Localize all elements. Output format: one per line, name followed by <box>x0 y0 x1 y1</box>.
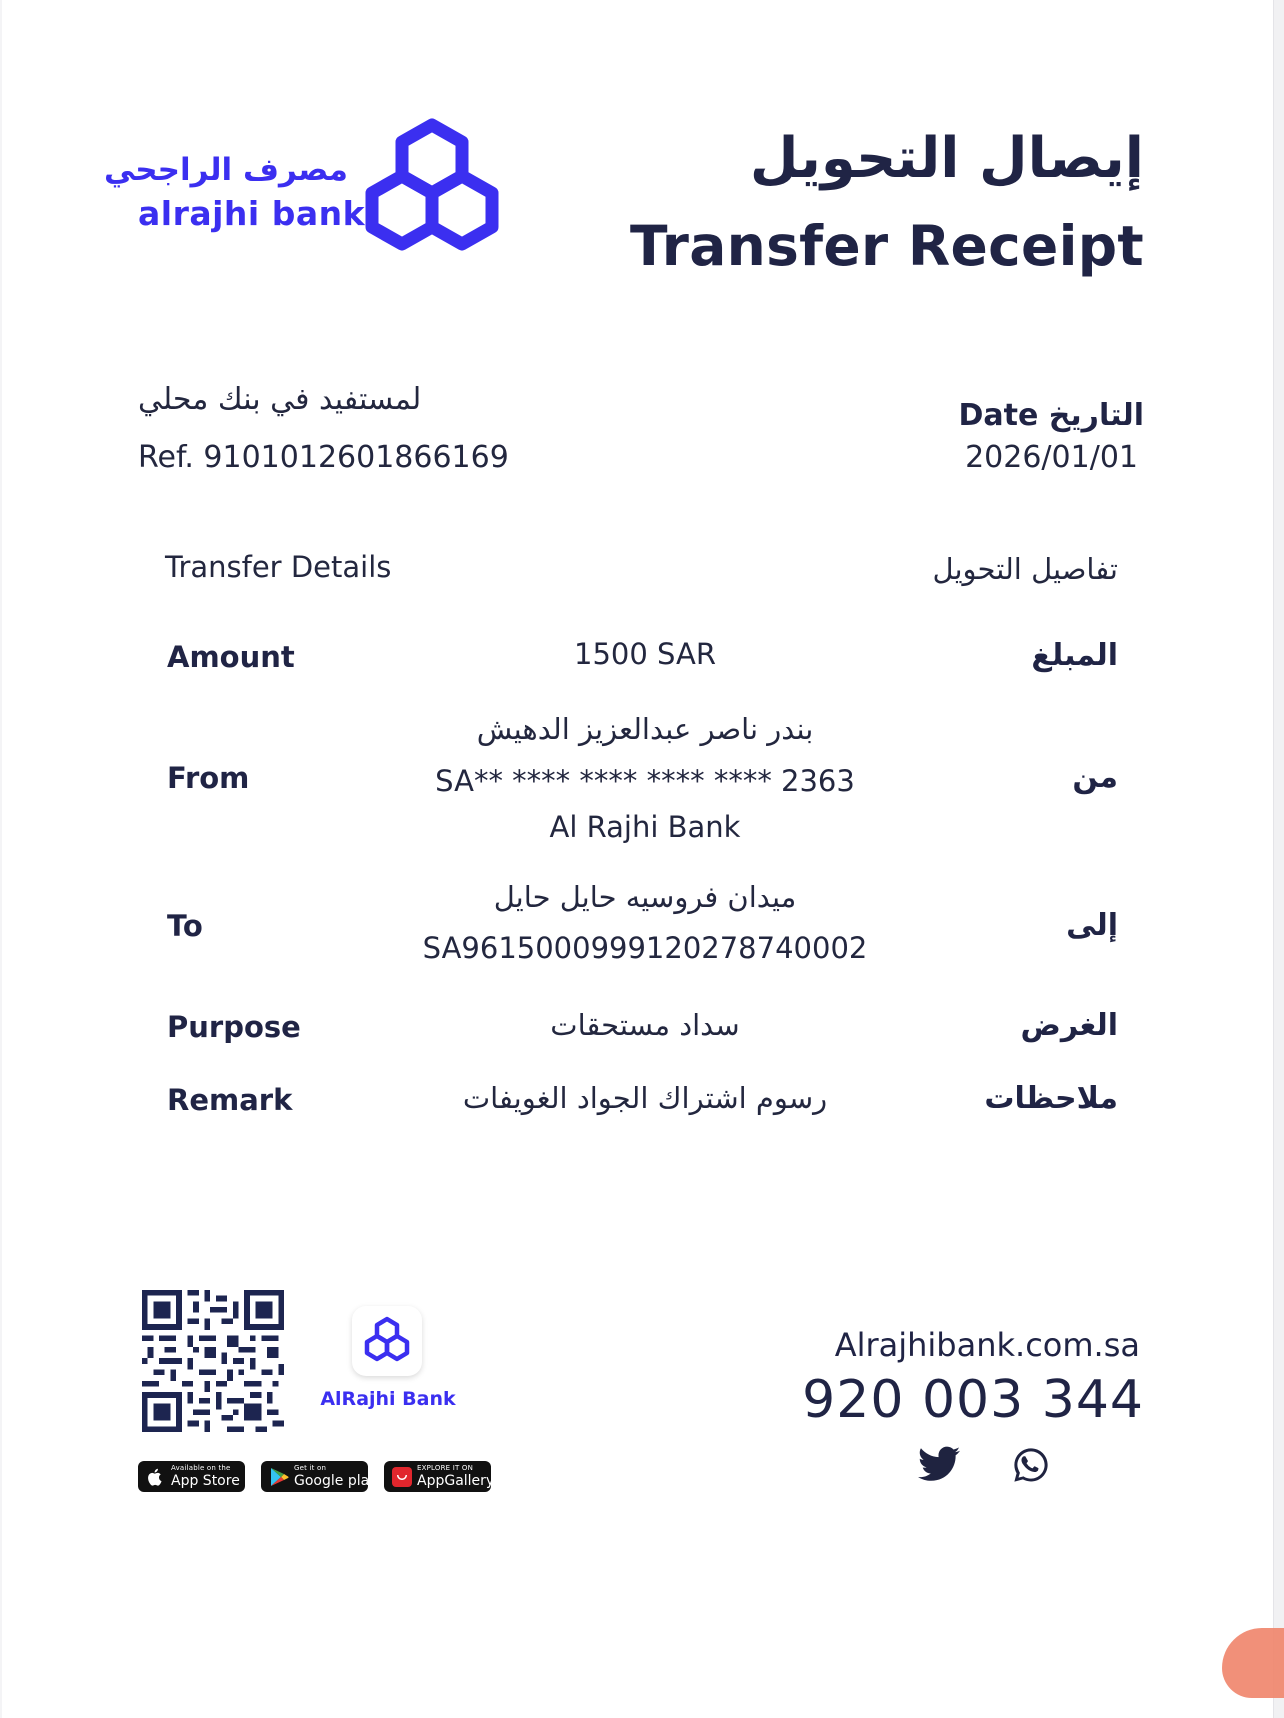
google-play-icon <box>269 1467 289 1491</box>
app-name: AlRajhi Bank <box>320 1388 456 1410</box>
app-store-text: App Store <box>171 1473 240 1489</box>
huawei-icon <box>392 1467 412 1491</box>
whatsapp-icon[interactable] <box>1012 1446 1050 1488</box>
reference-label: Ref. <box>138 440 194 475</box>
to-label: To <box>167 909 203 943</box>
website-link[interactable]: Alrajhibank.com.sa <box>834 1326 1140 1364</box>
page-title: Transfer Receipt <box>630 214 1144 278</box>
finger-smudge <box>1222 1628 1284 1698</box>
details-heading-arabic: تفاصيل التحويل <box>932 552 1118 586</box>
app-gallery-small-text: EXPLORE IT ON <box>417 1464 474 1472</box>
app-store-badge[interactable] <box>138 1461 245 1492</box>
remark-label: Remark <box>167 1083 293 1117</box>
app-gallery-badge[interactable] <box>384 1461 495 1492</box>
remark-value: رسوم اشتراك الجواد الغويفات <box>462 1081 828 1115</box>
from-bank: Al Rajhi Bank <box>549 810 741 844</box>
apple-icon <box>146 1467 164 1491</box>
purpose-label-arabic: الغرض <box>1020 1008 1118 1043</box>
to-iban: SA9615000999120278740002 <box>422 931 868 965</box>
amount-value: 1500 SAR <box>574 637 716 671</box>
alrajhi-logo-icon <box>364 118 500 258</box>
google-play-small-text: Get it on <box>294 1464 327 1472</box>
from-label: From <box>167 761 250 795</box>
remark-label-arabic: ملاحظات <box>984 1081 1118 1116</box>
date-label-ar: التاريخ <box>1048 398 1144 433</box>
from-account: SA** **** **** **** **** 2363 <box>435 764 855 798</box>
app-icon[interactable] <box>352 1306 422 1376</box>
phone-number[interactable]: 920 003 344 <box>802 1370 1144 1430</box>
transfer-type: لمستفيد في بنك محلي <box>138 382 422 417</box>
qr-code[interactable] <box>142 1290 284 1432</box>
to-name: ميدان فروسيه حايل حايل <box>493 880 797 914</box>
from-name: بندر ناصر عبدالعزيز الدهيش <box>476 712 814 746</box>
app-store-small-text: Available on the <box>171 1464 231 1472</box>
app-gallery-text: AppGallery <box>417 1473 495 1489</box>
twitter-icon[interactable] <box>918 1446 960 1486</box>
details-heading: Transfer Details <box>165 550 392 584</box>
purpose-value: سداد مستحقات <box>550 1008 740 1042</box>
from-label-arabic: من <box>1072 760 1118 795</box>
date-value: 2026/01/01 <box>965 440 1138 475</box>
date-label <box>958 398 1144 433</box>
google-play-badge[interactable] <box>261 1461 378 1492</box>
page-title-arabic: إيصال التحويل <box>749 126 1144 191</box>
date-label-en: Date <box>958 398 1039 433</box>
page-edge-left <box>0 0 2 1718</box>
brand-name-english: alrajhi bank <box>138 194 366 233</box>
purpose-label: Purpose <box>167 1010 301 1044</box>
amount-label-arabic: المبلغ <box>1031 638 1118 673</box>
reference-value: 9101012601866169 <box>203 440 509 475</box>
google-play-text: Google play <box>294 1473 378 1489</box>
page-edge-right <box>1273 0 1284 1718</box>
reference-number <box>138 440 509 475</box>
to-label-arabic: إلى <box>1066 908 1118 943</box>
amount-label: Amount <box>167 640 295 674</box>
brand-name-arabic: مصرف الراجحي <box>103 152 348 188</box>
